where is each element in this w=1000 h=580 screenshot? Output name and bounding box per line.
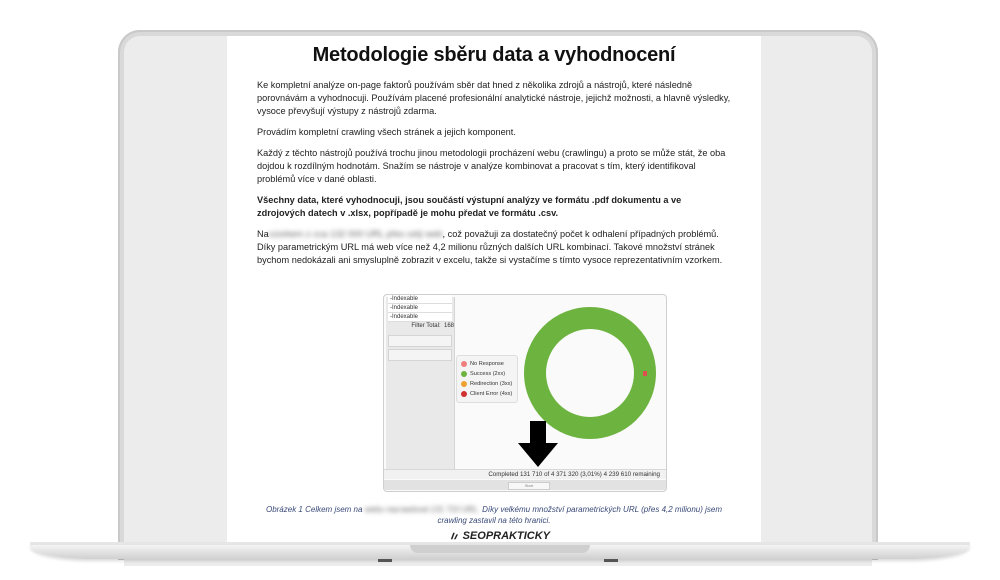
tool-row: -Indexable	[388, 313, 452, 322]
paragraph-methodology: Každý z těchto nástrojů používá trochu jinou metodologii procházení webu (crawlingu) a proto se může stát, že oba dojdou k rozdílným hodnotám. Snažím se nástroje v analýze kombinovat a pracovat s tím, který identifikoval problémů více v dané oblasti.	[257, 148, 726, 184]
laptop-notch	[410, 545, 590, 553]
laptop-screen	[227, 36, 761, 545]
tool-panel-box	[388, 349, 452, 361]
laptop-foot	[378, 559, 392, 562]
donut-error-segment	[643, 371, 647, 376]
tool-panel-box	[388, 335, 452, 347]
legend-dot-icon	[461, 361, 467, 367]
legend-dot-icon	[461, 391, 467, 397]
legend-dot-icon	[461, 371, 467, 377]
status-bar: Completed 131 710 of 4 371 320 (3,01%) 4 239 610 remaining	[384, 469, 666, 479]
laptop-foot	[604, 559, 618, 562]
chart-legend	[456, 355, 518, 403]
brand-logo-text: SEOPRAKTICKY	[462, 530, 550, 542]
paragraph-intro: Ke kompletní analýze on-page faktorů používám sběr dat hned z několika zdrojů a nástrojů, které následně porovnávám a vyhodnocuji. Používám placené profesionální analytické nástroje, jejichž možnosti, a hlavně výsledky, vysoce převyšují výstupy z nástrojů zdarma.	[257, 80, 731, 116]
tool-row: -Indexable	[388, 295, 452, 304]
brand-logo	[450, 528, 550, 544]
donut-success-segment	[535, 318, 645, 428]
tool-left-panel	[386, 297, 455, 469]
document-page	[257, 36, 731, 525]
paragraph-crawling: Provádím kompletní crawling všech stránek a jejich komponent.	[257, 127, 516, 137]
redacted-text: vzorkem z cca 132 000 URL přes celý web	[268, 229, 443, 239]
document-title: Metodologie sběru data a vyhodnocení	[312, 44, 676, 66]
paragraph-formats: Všechny data, které vyhodnocuji, jsou součástí výstupní analýzy ve formátu .pdf dokumentu a ve zdrojových datech v .xlsx, popřípadě je mohu předat ve formátu .csv.	[257, 195, 682, 218]
legend-item: Success (2xx)	[461, 371, 505, 377]
legend-item: No Response	[461, 361, 504, 367]
redacted-caption-text: webu nacrawloval 131 710 URL.	[364, 505, 480, 514]
brand-mark-icon	[450, 531, 460, 541]
sample-text-rest: , což považuji za dostatečný počet k odhalení případných problémů. Díky parametrickým URL má web více než 4,2 milionu různých dalších URL kombinací. Takové množství stránek bychom nedokázali ani smysluplně zobrazit v excelu, takže si vystačíme s tímto vysoce reprezentativním vzorkem.	[257, 229, 723, 265]
legend-item: Redirection (3xx)	[461, 381, 512, 387]
down-arrow-icon	[518, 421, 558, 467]
tool-row: -Indexable	[388, 304, 452, 313]
legend-dot-icon	[461, 381, 467, 387]
tool-start-button: Start	[508, 482, 550, 490]
filter-total: Filter Total: 168	[411, 323, 454, 329]
sample-text-start: Na	[257, 229, 269, 239]
figure-caption: Obrázek 1 Celkem jsem na webu nacrawloval 131 710 URL. Díky velkému množství parametrických URL (přes 4,2 milionu) jsem crawling zastavil na této hranici.	[265, 505, 723, 525]
embedded-screenshot	[383, 294, 667, 492]
paragraph-sample	[257, 228, 731, 267]
legend-item: Client Error (4xx)	[461, 391, 512, 397]
